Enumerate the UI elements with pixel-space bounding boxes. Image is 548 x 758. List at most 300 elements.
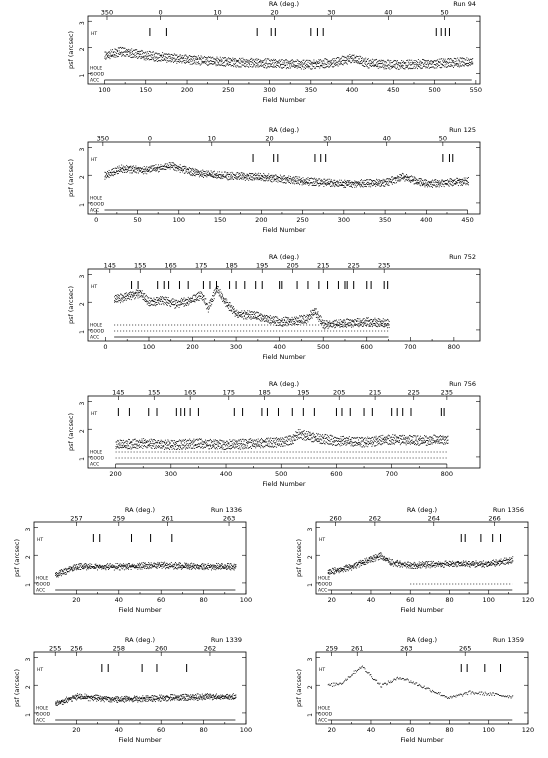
psf-point (306, 178, 307, 179)
psf-point (155, 169, 156, 170)
psf-point (141, 50, 142, 51)
psf-point (446, 67, 447, 68)
psf-point (130, 53, 131, 54)
x-tick-label: 450 (387, 86, 400, 94)
psf-point (400, 438, 401, 439)
psf-point (342, 322, 343, 323)
psf-point (354, 55, 355, 56)
psf-point (297, 318, 298, 319)
psf-point (407, 442, 408, 443)
psf-point (288, 318, 289, 319)
psf-point (305, 322, 306, 323)
psf-point (439, 180, 440, 181)
psf-point (343, 182, 344, 183)
psf-point (160, 443, 161, 444)
psf-point (272, 317, 273, 318)
psf-point (281, 67, 282, 68)
psf-point (311, 434, 312, 435)
psf-point (222, 65, 223, 66)
psf-point (122, 442, 123, 443)
y-axis-label: psf (arcsec) (67, 159, 75, 197)
psf-point (412, 181, 413, 182)
psf-point (184, 440, 185, 441)
psf-point (318, 438, 319, 439)
psf-point (364, 318, 365, 319)
psf-point (266, 320, 267, 321)
psf-point (227, 61, 228, 62)
x-tick-label: 300 (263, 86, 276, 94)
psf-point (135, 292, 136, 293)
psf-point (201, 443, 202, 444)
psf-point (273, 441, 274, 442)
psf-points (116, 429, 449, 450)
psf-point (106, 174, 107, 175)
psf-point (255, 59, 256, 60)
psf-point (161, 440, 162, 441)
psf-point (421, 62, 422, 63)
psf-point (230, 310, 231, 311)
psf-point (437, 182, 438, 183)
psf-point (210, 303, 211, 304)
psf-point (230, 441, 231, 442)
psf-point (371, 180, 372, 181)
psf-point (239, 179, 240, 180)
psf-point (240, 314, 241, 315)
psf-point (311, 63, 312, 64)
x-tick-label: 350 (378, 216, 392, 224)
psf-point (316, 317, 317, 318)
psf-point (404, 442, 405, 443)
psf-point (286, 62, 287, 63)
psf-point (222, 63, 223, 64)
psf-point (309, 319, 310, 320)
psf-point (258, 175, 259, 176)
psf-point (465, 184, 466, 185)
psf-point (189, 167, 190, 168)
psf-point (320, 436, 321, 437)
psf-point (131, 294, 132, 295)
psf-point (419, 182, 420, 183)
psf-point (369, 186, 370, 187)
psf-point (323, 322, 324, 323)
psf-point (108, 172, 109, 173)
psf-point (256, 175, 257, 176)
psf-point (372, 321, 373, 322)
psf-point (349, 61, 350, 62)
psf-point (235, 310, 236, 311)
psf-point (429, 63, 430, 64)
psf-point (117, 302, 118, 303)
psf-point (303, 63, 304, 64)
psf-point (139, 447, 140, 448)
psf-point (251, 311, 252, 312)
psf-point (377, 444, 378, 445)
psf-point (206, 173, 207, 174)
psf-point (471, 59, 472, 60)
psf-point (242, 439, 243, 440)
psf-point (307, 314, 308, 315)
psf-point (187, 302, 188, 303)
psf-point (369, 60, 370, 61)
psf-point (216, 291, 217, 292)
psf-point (430, 182, 431, 183)
psf-point (196, 64, 197, 65)
psf-point (208, 445, 209, 446)
psf-point (365, 325, 366, 326)
psf-point (318, 183, 319, 184)
psf-point (156, 168, 157, 169)
psf-point (122, 167, 123, 168)
psf-point (290, 61, 291, 62)
psf-point (359, 323, 360, 324)
psf-point (285, 437, 286, 438)
psf-point (166, 304, 167, 305)
psf-point (440, 67, 441, 68)
psf-point (430, 441, 431, 442)
psf-point (338, 66, 339, 67)
psf-point (375, 319, 376, 320)
psf-point (175, 444, 176, 445)
psf-point (235, 63, 236, 64)
psf-point (137, 446, 138, 447)
psf-point (147, 296, 148, 297)
psf-point (320, 315, 321, 316)
psf-point (262, 65, 263, 66)
psf-point (152, 443, 153, 444)
psf-point (408, 179, 409, 180)
psf-point (186, 441, 187, 442)
psf-point (194, 448, 195, 449)
psf-point (258, 173, 259, 174)
psf-point (181, 55, 182, 56)
psf-point (298, 318, 299, 319)
psf-point (317, 63, 318, 64)
y-tick-label: 3 (79, 147, 86, 152)
psf-point (210, 175, 211, 176)
psf-point (452, 60, 453, 61)
psf-point (314, 68, 315, 69)
psf-point (213, 292, 214, 293)
x-axis-label: Field Number (262, 96, 306, 104)
psf-point (246, 62, 247, 63)
psf-point (160, 296, 161, 297)
psf-point (286, 182, 287, 183)
psf-point (283, 322, 284, 323)
psf-point (178, 59, 179, 60)
psf-point (378, 183, 379, 184)
psf-point (352, 320, 353, 321)
psf-point (389, 60, 390, 61)
psf-point (237, 172, 238, 173)
psf-point (309, 178, 310, 179)
psf-point (370, 179, 371, 180)
psf-point (375, 325, 376, 326)
psf-point (338, 440, 339, 441)
psf-point (146, 173, 147, 174)
psf-point (248, 443, 249, 444)
psf-point (136, 441, 137, 442)
psf-point (348, 182, 349, 183)
psf-point (116, 444, 117, 445)
psf-point (168, 297, 169, 298)
psf-point (389, 324, 390, 325)
psf-point (471, 61, 472, 62)
psf-point (267, 58, 268, 59)
psf-point (164, 304, 165, 305)
psf-point (234, 312, 235, 313)
psf-point (127, 441, 128, 442)
psf-point (419, 185, 420, 186)
psf-point (277, 443, 278, 444)
psf-point (381, 323, 382, 324)
psf-point (401, 66, 402, 67)
psf-point (286, 59, 287, 60)
psf-point (353, 182, 354, 183)
psf-point (297, 317, 298, 318)
psf-point (441, 67, 442, 68)
psf-point (471, 64, 472, 65)
psf-point (242, 64, 243, 65)
psf-point (382, 321, 383, 322)
psf-point (162, 60, 163, 61)
psf-point (361, 324, 362, 325)
psf-point (195, 444, 196, 445)
psf-point (295, 65, 296, 66)
psf-point (147, 169, 148, 170)
psf-point (445, 180, 446, 181)
hole-row-label: HOLE (90, 450, 103, 456)
psf-point (180, 447, 181, 448)
psf-point (161, 447, 162, 448)
psf-point (457, 58, 458, 59)
psf-point (246, 59, 247, 60)
psf-point (422, 443, 423, 444)
psf-point (252, 445, 253, 446)
psf-point (127, 166, 128, 167)
psf-point (197, 170, 198, 171)
psf-point (169, 301, 170, 302)
psf-point (337, 441, 338, 442)
psf-point (337, 57, 338, 58)
psf-point (146, 447, 147, 448)
psf-point (283, 67, 284, 68)
psf-point (253, 175, 254, 176)
psf-point (287, 60, 288, 61)
psf-point (367, 64, 368, 65)
psf-point (370, 65, 371, 66)
psf-point (256, 63, 257, 64)
psf-point (158, 171, 159, 172)
psf-point (343, 187, 344, 188)
psf-point (365, 58, 366, 59)
psf-point (448, 65, 449, 66)
ra-tick-label: 145 (112, 388, 125, 397)
psf-point (218, 286, 219, 287)
psf-point (421, 443, 422, 444)
psf-point (279, 60, 280, 61)
psf-point (165, 303, 166, 304)
psf-point (379, 179, 380, 180)
psf-point (420, 185, 421, 186)
psf-point (304, 179, 305, 180)
psf-point (421, 63, 422, 64)
psf-point (315, 440, 316, 441)
psf-point (369, 183, 370, 184)
psf-point (417, 68, 418, 69)
psf-point (181, 443, 182, 444)
psf-point (269, 178, 270, 179)
psf-point (419, 445, 420, 446)
psf-point (374, 60, 375, 61)
psf-point (369, 320, 370, 321)
psf-point (325, 323, 326, 324)
psf-point (126, 172, 127, 173)
psf-point (263, 67, 264, 68)
psf-point (138, 295, 139, 296)
psf-point (206, 442, 207, 443)
psf-point (323, 63, 324, 64)
psf-point (422, 440, 423, 441)
psf-point (308, 66, 309, 67)
psf-point (116, 446, 117, 447)
psf-point (207, 65, 208, 66)
psf-point (421, 68, 422, 69)
psf-point (367, 324, 368, 325)
psf-point (322, 183, 323, 184)
psf-point (208, 312, 209, 313)
psf-point (236, 315, 237, 316)
psf-point (319, 178, 320, 179)
psf-point (158, 167, 159, 168)
psf-point (417, 184, 418, 185)
psf-point (186, 447, 187, 448)
psf-point (286, 436, 287, 437)
psf-point (460, 57, 461, 58)
psf-point (178, 170, 179, 171)
psf-point (269, 67, 270, 68)
psf-point (117, 446, 118, 447)
psf-point (113, 52, 114, 53)
psf-point (438, 181, 439, 182)
psf-point (297, 59, 298, 60)
psf-point (205, 443, 206, 444)
psf-point (314, 434, 315, 435)
psf-point (142, 53, 143, 54)
psf-point (377, 323, 378, 324)
psf-point (302, 65, 303, 66)
psf-point (152, 52, 153, 53)
psf-point (337, 182, 338, 183)
psf-point (242, 174, 243, 175)
psf-point (199, 300, 200, 301)
psf-point (184, 442, 185, 443)
psf-point (366, 186, 367, 187)
psf-point (316, 439, 317, 440)
psf-point (308, 183, 309, 184)
psf-point (315, 436, 316, 437)
psf-point (268, 316, 269, 317)
psf-point (116, 170, 117, 171)
psf-point (281, 320, 282, 321)
psf-point (425, 185, 426, 186)
psf-point (125, 51, 126, 52)
psf-point (329, 64, 330, 65)
psf-point (236, 60, 237, 61)
psf-point (359, 184, 360, 185)
psf-point (186, 60, 187, 61)
psf-point (191, 448, 192, 449)
psf-point (363, 445, 364, 446)
psf-point (317, 313, 318, 314)
psf-point (323, 60, 324, 61)
psf-point (304, 322, 305, 323)
psf-point (141, 447, 142, 448)
psf-point (369, 321, 370, 322)
psf-point (415, 67, 416, 68)
psf-point (434, 60, 435, 61)
psf-point (116, 448, 117, 449)
psf-point (443, 181, 444, 182)
psf-point (393, 182, 394, 183)
psf-point (279, 67, 280, 68)
psf-point (250, 66, 251, 67)
psf-point (274, 60, 275, 61)
psf-point (366, 443, 367, 444)
psf-point (350, 443, 351, 444)
psf-point (328, 322, 329, 323)
psf-point (420, 61, 421, 62)
psf-point (227, 60, 228, 61)
psf-point (336, 440, 337, 441)
psf-point (256, 444, 257, 445)
psf-point (299, 315, 300, 316)
psf-point (216, 175, 217, 176)
psf-point (172, 167, 173, 168)
psf-point (280, 64, 281, 65)
psf-point (212, 176, 213, 177)
psf-point (380, 440, 381, 441)
psf-point (290, 324, 291, 325)
psf-point (422, 59, 423, 60)
psf-point (467, 181, 468, 182)
psf-point (203, 447, 204, 448)
psf-point (184, 305, 185, 306)
psf-point (177, 61, 178, 62)
psf-point (334, 186, 335, 187)
psf-point (397, 438, 398, 439)
psf-point (260, 65, 261, 66)
psf-point (310, 439, 311, 440)
psf-point (457, 178, 458, 179)
psf-point (365, 180, 366, 181)
psf-point (140, 54, 141, 55)
psf-point (212, 176, 213, 177)
psf-point (231, 174, 232, 175)
psf-point (295, 435, 296, 436)
psf-point (204, 300, 205, 301)
psf-point (118, 297, 119, 298)
psf-point (381, 60, 382, 61)
psf-point (126, 300, 127, 301)
psf-point (393, 66, 394, 67)
psf-point (233, 309, 234, 310)
psf-point (202, 170, 203, 171)
psf-point (253, 64, 254, 65)
psf-point (308, 60, 309, 61)
psf-point (151, 168, 152, 169)
psf-point (323, 67, 324, 68)
psf-point (150, 305, 151, 306)
